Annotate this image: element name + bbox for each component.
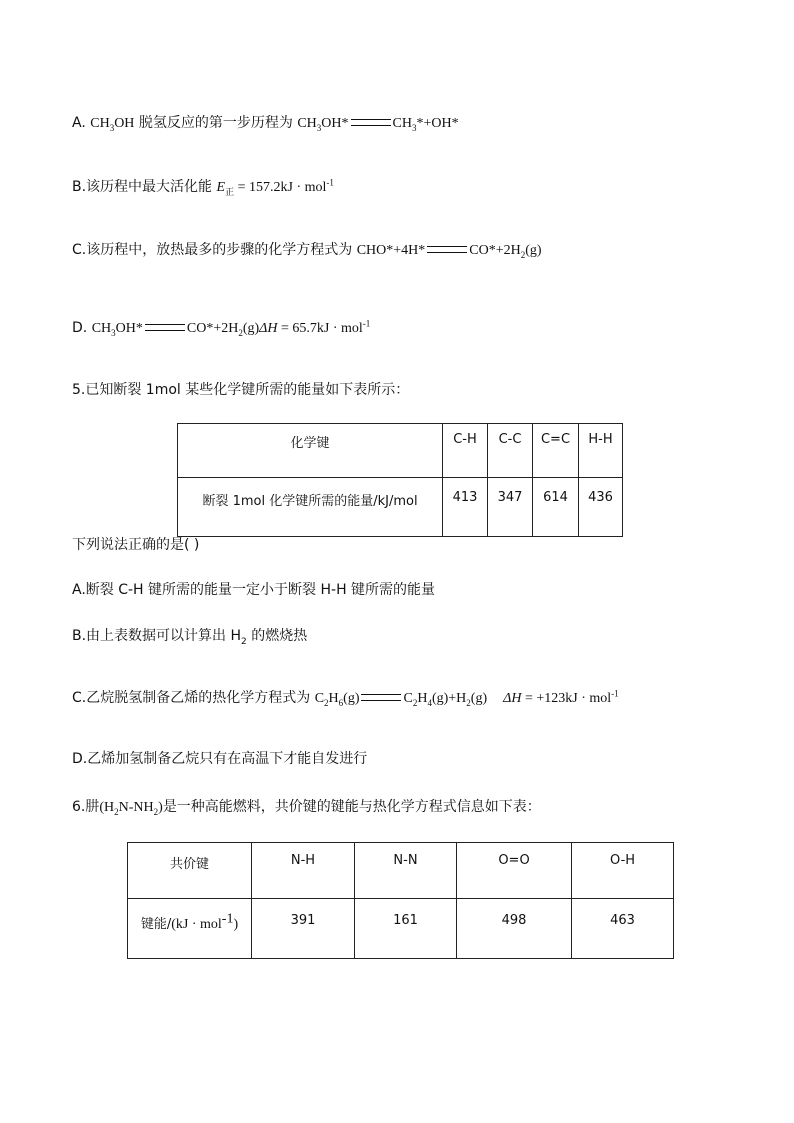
header-cell: 化学键 [178, 424, 443, 478]
q5-question: 下列说法正确的是( ) [72, 537, 200, 553]
header-cell: O=O [457, 843, 572, 899]
q4-option-b: B.该历程中最大活化能 $E_正 = 157.2kJ \cdot mol^{-1}$ [72, 177, 334, 197]
q4-option-a: A. $CH_3OH$ 脱氢反应的第一步历程为 $CH_3OH*$ $CH_3*+OH*$ [72, 115, 459, 133]
q5-option-d: D.乙烯加氢制备乙烷只有在高温下才能自发进行 [72, 751, 368, 767]
table-header-row [128, 843, 674, 899]
row-label: 断裂 1mol 化学键所需的能量/kJ/mol [178, 478, 443, 537]
value-cell: 391 [252, 899, 355, 959]
value-cell: 413 [443, 478, 488, 537]
value-cell: 463 [572, 899, 674, 959]
header-cell: N-H [252, 843, 355, 899]
header-cell: C=C [533, 424, 579, 478]
equals-sign [361, 694, 401, 701]
header-cell: 共价键 [128, 843, 252, 899]
equals-sign [351, 119, 391, 126]
equals-sign [145, 324, 185, 331]
header-cell: O-H [572, 843, 674, 899]
q5-option-a: A.断裂 C-H 键所需的能量一定小于断裂 H-H 键所需的能量 [72, 582, 436, 598]
equals-sign [427, 246, 467, 253]
q6-stem: 6.肼$(H_2N-NH_2)$是一种高能燃料，共价键的键能与热化学方程式信息如下表： [72, 799, 541, 817]
row-label: 键能/(kJ · mol$^{-1}$) [128, 899, 252, 959]
header-cell: H-H [579, 424, 623, 478]
bond-energy-table-q5 [177, 423, 623, 537]
q4-option-d: D. $CH_3OH*$ $CO*+2H_2(g)\Delta H = 65.7kJ \cdot mol^{-1}$ [72, 318, 371, 338]
value-cell: 498 [457, 899, 572, 959]
value-cell: 347 [488, 478, 533, 537]
value-cell: 436 [579, 478, 623, 537]
q5-option-b: B.由上表数据可以计算出 $H_2$ 的燃烧热 [72, 628, 308, 647]
table-row [128, 899, 674, 959]
header-cell: N-N [355, 843, 457, 899]
header-cell: C-H [443, 424, 488, 478]
table-header-row [178, 424, 623, 478]
value-cell: 614 [533, 478, 579, 537]
header-cell: C-C [488, 424, 533, 478]
bond-energy-table-q6 [127, 842, 674, 959]
value-cell: 161 [355, 899, 457, 959]
table-row [178, 478, 623, 537]
q5-stem: 5.已知断裂 1mol 某些化学键所需的能量如下表所示： [72, 382, 410, 398]
q5-option-c: C.乙烷脱氢制备乙烯的热化学方程式为 $C_2H_6(g)$ $C_2H_4(g)+H_2(g) \Delta H = +123kJ \cdot mol^{-1}$ [72, 688, 619, 708]
q4-option-c: C.该历程中，放热最多的步骤的化学方程式为 CHO*+4H* $CO*+2H_2(g)$ [72, 242, 542, 260]
